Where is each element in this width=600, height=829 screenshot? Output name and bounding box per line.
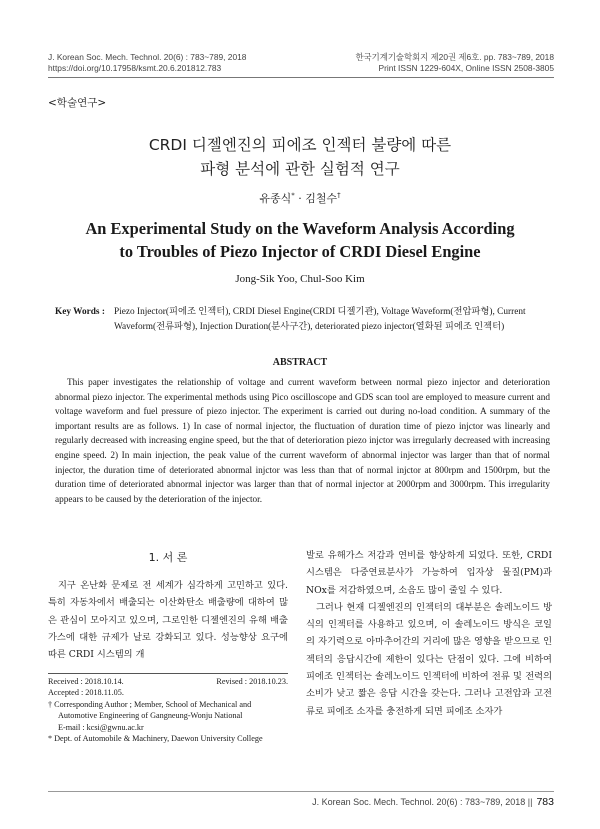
title-en-line2: to Troubles of Piezo Injector of CRDI Diesel Engine (119, 242, 481, 261)
author-email[interactable]: E-mail : kcsi@gwnu.ac.kr (58, 722, 144, 732)
section-heading: 1. 서 론 (148, 551, 188, 564)
intro-paragraph-2: 그러나 현재 디젤엔진의 인젝터의 대부분은 솔레노이드 방식의 인젝터를 사용하고 있으며, 이 솔레노이드 방식은 코일의 자기력으로 아마추어간의 거리에 많은 영향을 받으므로 인젝터의 응답시간에 제한이 있다는 단점이 있다. 그에 비하여 피에조 인젝터는 솔레노이드 인젝터에 비하여 전류 및 전력의 소비가 낮고 짧은 응답 시간을 갖는다. 그러나 고전압과 고전류로 피에조 소자를 충전하게 되면 피에조 소자가 (306, 601, 552, 717)
author-ko-1: 유종식 (259, 192, 292, 205)
author-ko-2-mark: † (337, 191, 341, 200)
author-ko-1-mark: * (291, 191, 295, 200)
header-right (355, 52, 554, 74)
keywords-text: Piezo Injector(피에조 인젝터), CRDI Diesel Engine(CRDI 디젤기관), Voltage Waveform(전압파형), Current Waveform(전류파형), Injection Duration(분사구간), deteriorated piezo injector(열화된 피에조 인젝터) (114, 307, 526, 332)
footer-citation: J. Korean Soc. Mech. Technol. 20(6) : 783~789, 2018 || (312, 797, 533, 807)
corresponding-author: † Corresponding Author ; Member, School of Mechanical and Automotive Engineering of Gangneung-Wonju National (48, 699, 252, 721)
intro-left-column: 지구 온난화 문제로 전 세계가 심각하게 고민하고 있다. 특히 자동차에서 배출되는 이산화탄소 배출량에 대하여 많은 관심이 모아지고 있으며, 그로인한 디젤엔진의 유해 배출가스에 대한 규제가 날로 강화되고 있다. 성능향상 요구에 따른 CRDI 시스템의 개 (48, 580, 288, 661)
page-number: 783 (536, 796, 554, 808)
keywords-block (55, 305, 550, 335)
footnote-divider (48, 673, 288, 674)
footnotes (48, 676, 288, 744)
revised-date: Revised : 2018.10.23. (216, 677, 288, 686)
abstract-text: This paper investigates the relationship of voltage and current waveform between normal piezo injector and deterioration abnormal piezo injector. The experimental methods using Pico oscilloscope and GDS scan tool are employed to measure current and voltage waveform and fuel pressure of piezo injector. The experiment is carried out during no-load condition. A summary of the important results are as follows. 1) In case of normal injector, the fluctuation of duration time of piezo injctor was linearly and regularly decreased with increasing engine speed, but the that of deterioration piezo injctor was irregularly decreased with increasing engine speed. 2) In main injection, the peak value of the current waveform of abnormal injector was larger than that of normal injector, the duration time of deteriorated abnormal injctor was less than that of normal injctor at 800rpm and 1500rpm, but the duration time of deteriorated abnormal injector was larger than that of normal injector at 2000rpm and 3000rpm. This irregularity appears to be caused by the deterioration of the injector. (55, 378, 550, 505)
author-separator: · (294, 192, 306, 205)
journal-citation: J. Korean Soc. Mech. Technol. 20(6) : 783~789, 2018 (48, 52, 247, 62)
article-category: <학술연구> (48, 97, 107, 109)
received-row (48, 676, 288, 687)
issn-info: Print ISSN 1229-604X, Online ISSN 2508-3805 (378, 63, 554, 73)
accepted-date: Accepted : 2018.11.05. (48, 688, 124, 698)
title-ko-line1: CRDI 디젤엔진의 피에조 인젝터 불량에 따른 (148, 136, 452, 154)
author-ko-2: 김철수 (305, 192, 338, 205)
title-en-line1: An Experimental Study on the Waveform Analysis According (85, 219, 515, 238)
received-date: Received : 2018.10.14. (48, 677, 124, 686)
authors-en: Jong-Sik Yoo, Chul-Soo Kim (235, 273, 365, 285)
keywords-label: Key Words : (55, 307, 105, 317)
intro-paragraph-1: 발로 유해가스 저감과 연비를 향상하게 되었다. 또한, CRDI 시스템은 다중연료분사가 가능하여 입자상 물질(PM)과 NOx를 저감하였으며, 소음도 많이 줄일 수 있다. (306, 550, 552, 596)
journal-citation-ko: 한국기계기술학회지 제20권 제6호. pp. 783~789, 2018 (355, 52, 554, 62)
header-left (48, 52, 246, 74)
author-affiliation: * Dept. of Automobile & Machinery, Daewon University College (48, 734, 263, 744)
title-ko-line2: 파형 분석에 관한 실험적 연구 (200, 160, 400, 178)
page-footer (312, 796, 554, 808)
header-divider (48, 77, 554, 78)
footer-divider (48, 791, 554, 792)
authors-ko (0, 190, 600, 206)
abstract-heading: ABSTRACT (272, 357, 328, 368)
intro-right-column (306, 547, 552, 720)
doi-link[interactable]: https://doi.org/10.17958/ksmt.20.6.201812.783 (48, 63, 222, 73)
